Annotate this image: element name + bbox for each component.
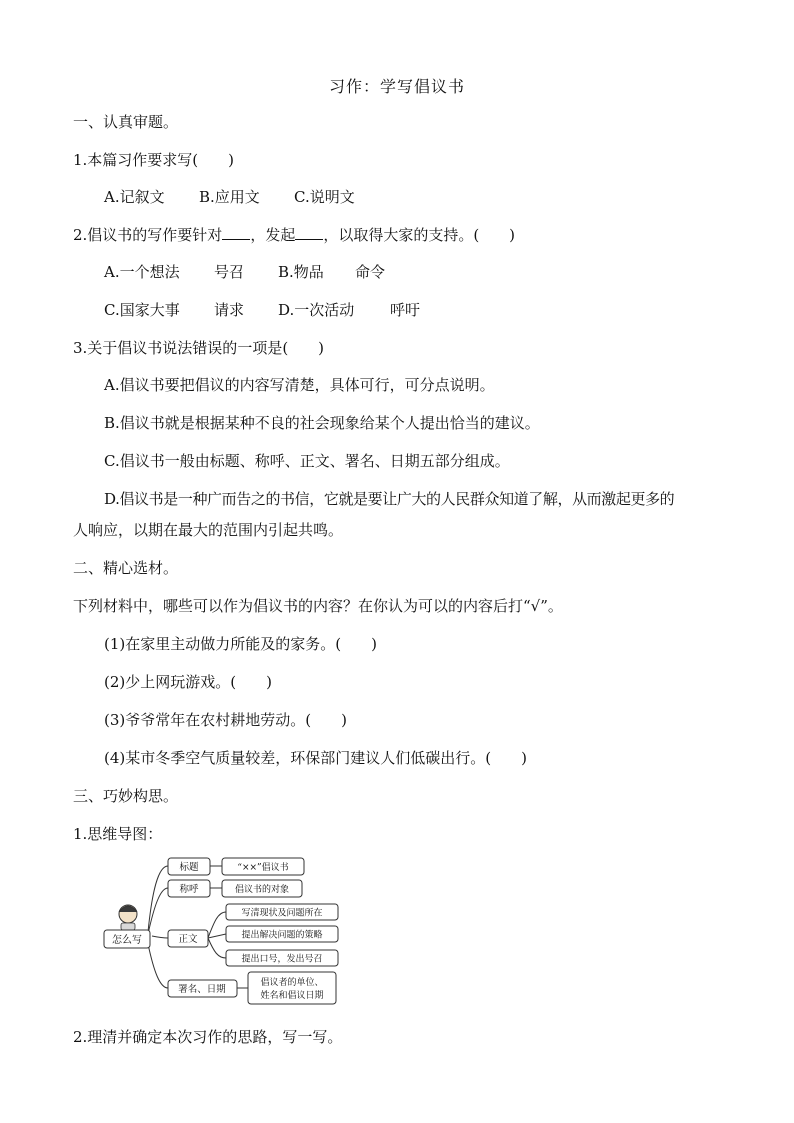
q1-option-b: B.应用文	[199, 188, 260, 206]
section3-q2: 2.理清并确定本次习作的思路，写一写。	[73, 1028, 343, 1046]
q2-option-b-verb: 命令	[355, 263, 386, 281]
section3-q1: 1.思维导图：	[73, 825, 163, 843]
material-item-4: (4)某市冬季空气质量较差，环保部门建议人们低碳出行。( )	[104, 749, 527, 767]
mindmap-sign-child-line2: 姓名和倡议日期	[260, 991, 324, 1001]
mindmap-title-child: “××”倡议书	[237, 863, 289, 873]
q3-option-d-line2: 人响应，以期在最大的范围内引起共鸣。	[73, 521, 344, 539]
q2-option-d-verb: 呼吁	[390, 301, 421, 319]
q2-options-row1	[104, 262, 385, 282]
material-item-3: (3)爷爷常年在农村耕地劳动。( )	[104, 711, 347, 729]
mindmap-title: 标题	[179, 862, 199, 873]
q2-option-a: A.一个想法	[104, 263, 180, 281]
child-icon	[119, 905, 137, 930]
mindmap-sign-child-line1: 倡议者的单位、	[260, 978, 324, 988]
q2-options-row2	[104, 300, 420, 320]
section2-instruction: 下列材料中，哪些可以作为倡议书的内容？在你认为可以的内容后打“√”。	[73, 597, 563, 615]
section1-heading: 一、认真审题。	[73, 113, 179, 131]
mindmap-body-child-3: 提出口号，发出号召	[241, 954, 323, 965]
q2-option-c: C.国家大事	[104, 301, 180, 319]
mindmap-root: 怎么写	[112, 935, 142, 946]
q1-option-c: C.说明文	[294, 188, 355, 206]
q2-option-b: B.物品	[278, 263, 324, 281]
mindmap-salutation: 称呼	[179, 884, 199, 895]
material-item-2: (2)少上网玩游戏。( )	[104, 673, 272, 691]
q1-options	[104, 187, 355, 207]
page-title: 习作：学写倡议书	[328, 77, 465, 96]
q3-option-a: A.倡议书要把倡议的内容写清楚，具体可行，可分点说明。	[104, 376, 495, 394]
q3-stem: 3.关于倡议书说法错误的一项是( )	[73, 339, 325, 357]
q2-option-c-verb: 请求	[214, 301, 245, 319]
q2-stem-part-a: 2.倡议书的写作要针对	[73, 226, 223, 244]
mindmap-body-child-2: 提出解决问题的策略	[241, 930, 323, 941]
q2-stem-part-c: ，以取得大家的支持。( )	[323, 226, 516, 244]
mindmap-body-child-1: 写清现状及问题所在	[241, 908, 323, 919]
q1-stem: 1.本篇习作要求写( )	[73, 151, 235, 169]
mindmap-salutation-child: 倡议书的对象	[234, 885, 290, 895]
q2-option-d: D.一次活动	[278, 301, 355, 319]
q2-option-a-verb: 号召	[214, 263, 245, 281]
section2-heading: 二、精心选材。	[73, 559, 179, 577]
q3-option-d-line1: D.倡议书是一种广而告之的书信，它就是要让广大的人民群众知道了解，从而激起更多的	[104, 490, 675, 508]
q3-option-b: B.倡议书就是根据某种不良的社会现象给某个人提出恰当的建议。	[104, 414, 540, 432]
q2-stem-part-b: ，发起	[250, 226, 296, 244]
mind-map	[100, 852, 350, 1012]
section3-heading: 三、巧妙构思。	[73, 787, 179, 805]
q3-option-c: C.倡议书一般由标题、称呼、正文、署名、日期五部分组成。	[104, 452, 510, 470]
q2-blank-1	[222, 225, 250, 240]
q2-stem	[73, 225, 515, 245]
mindmap-body: 正文	[178, 934, 198, 945]
q1-option-a: A.记叙文	[104, 188, 165, 206]
mindmap-sign: 署名、日期	[178, 984, 226, 995]
material-item-1: (1)在家里主动做力所能及的家务。( )	[104, 635, 377, 653]
q2-blank-2	[295, 225, 323, 240]
